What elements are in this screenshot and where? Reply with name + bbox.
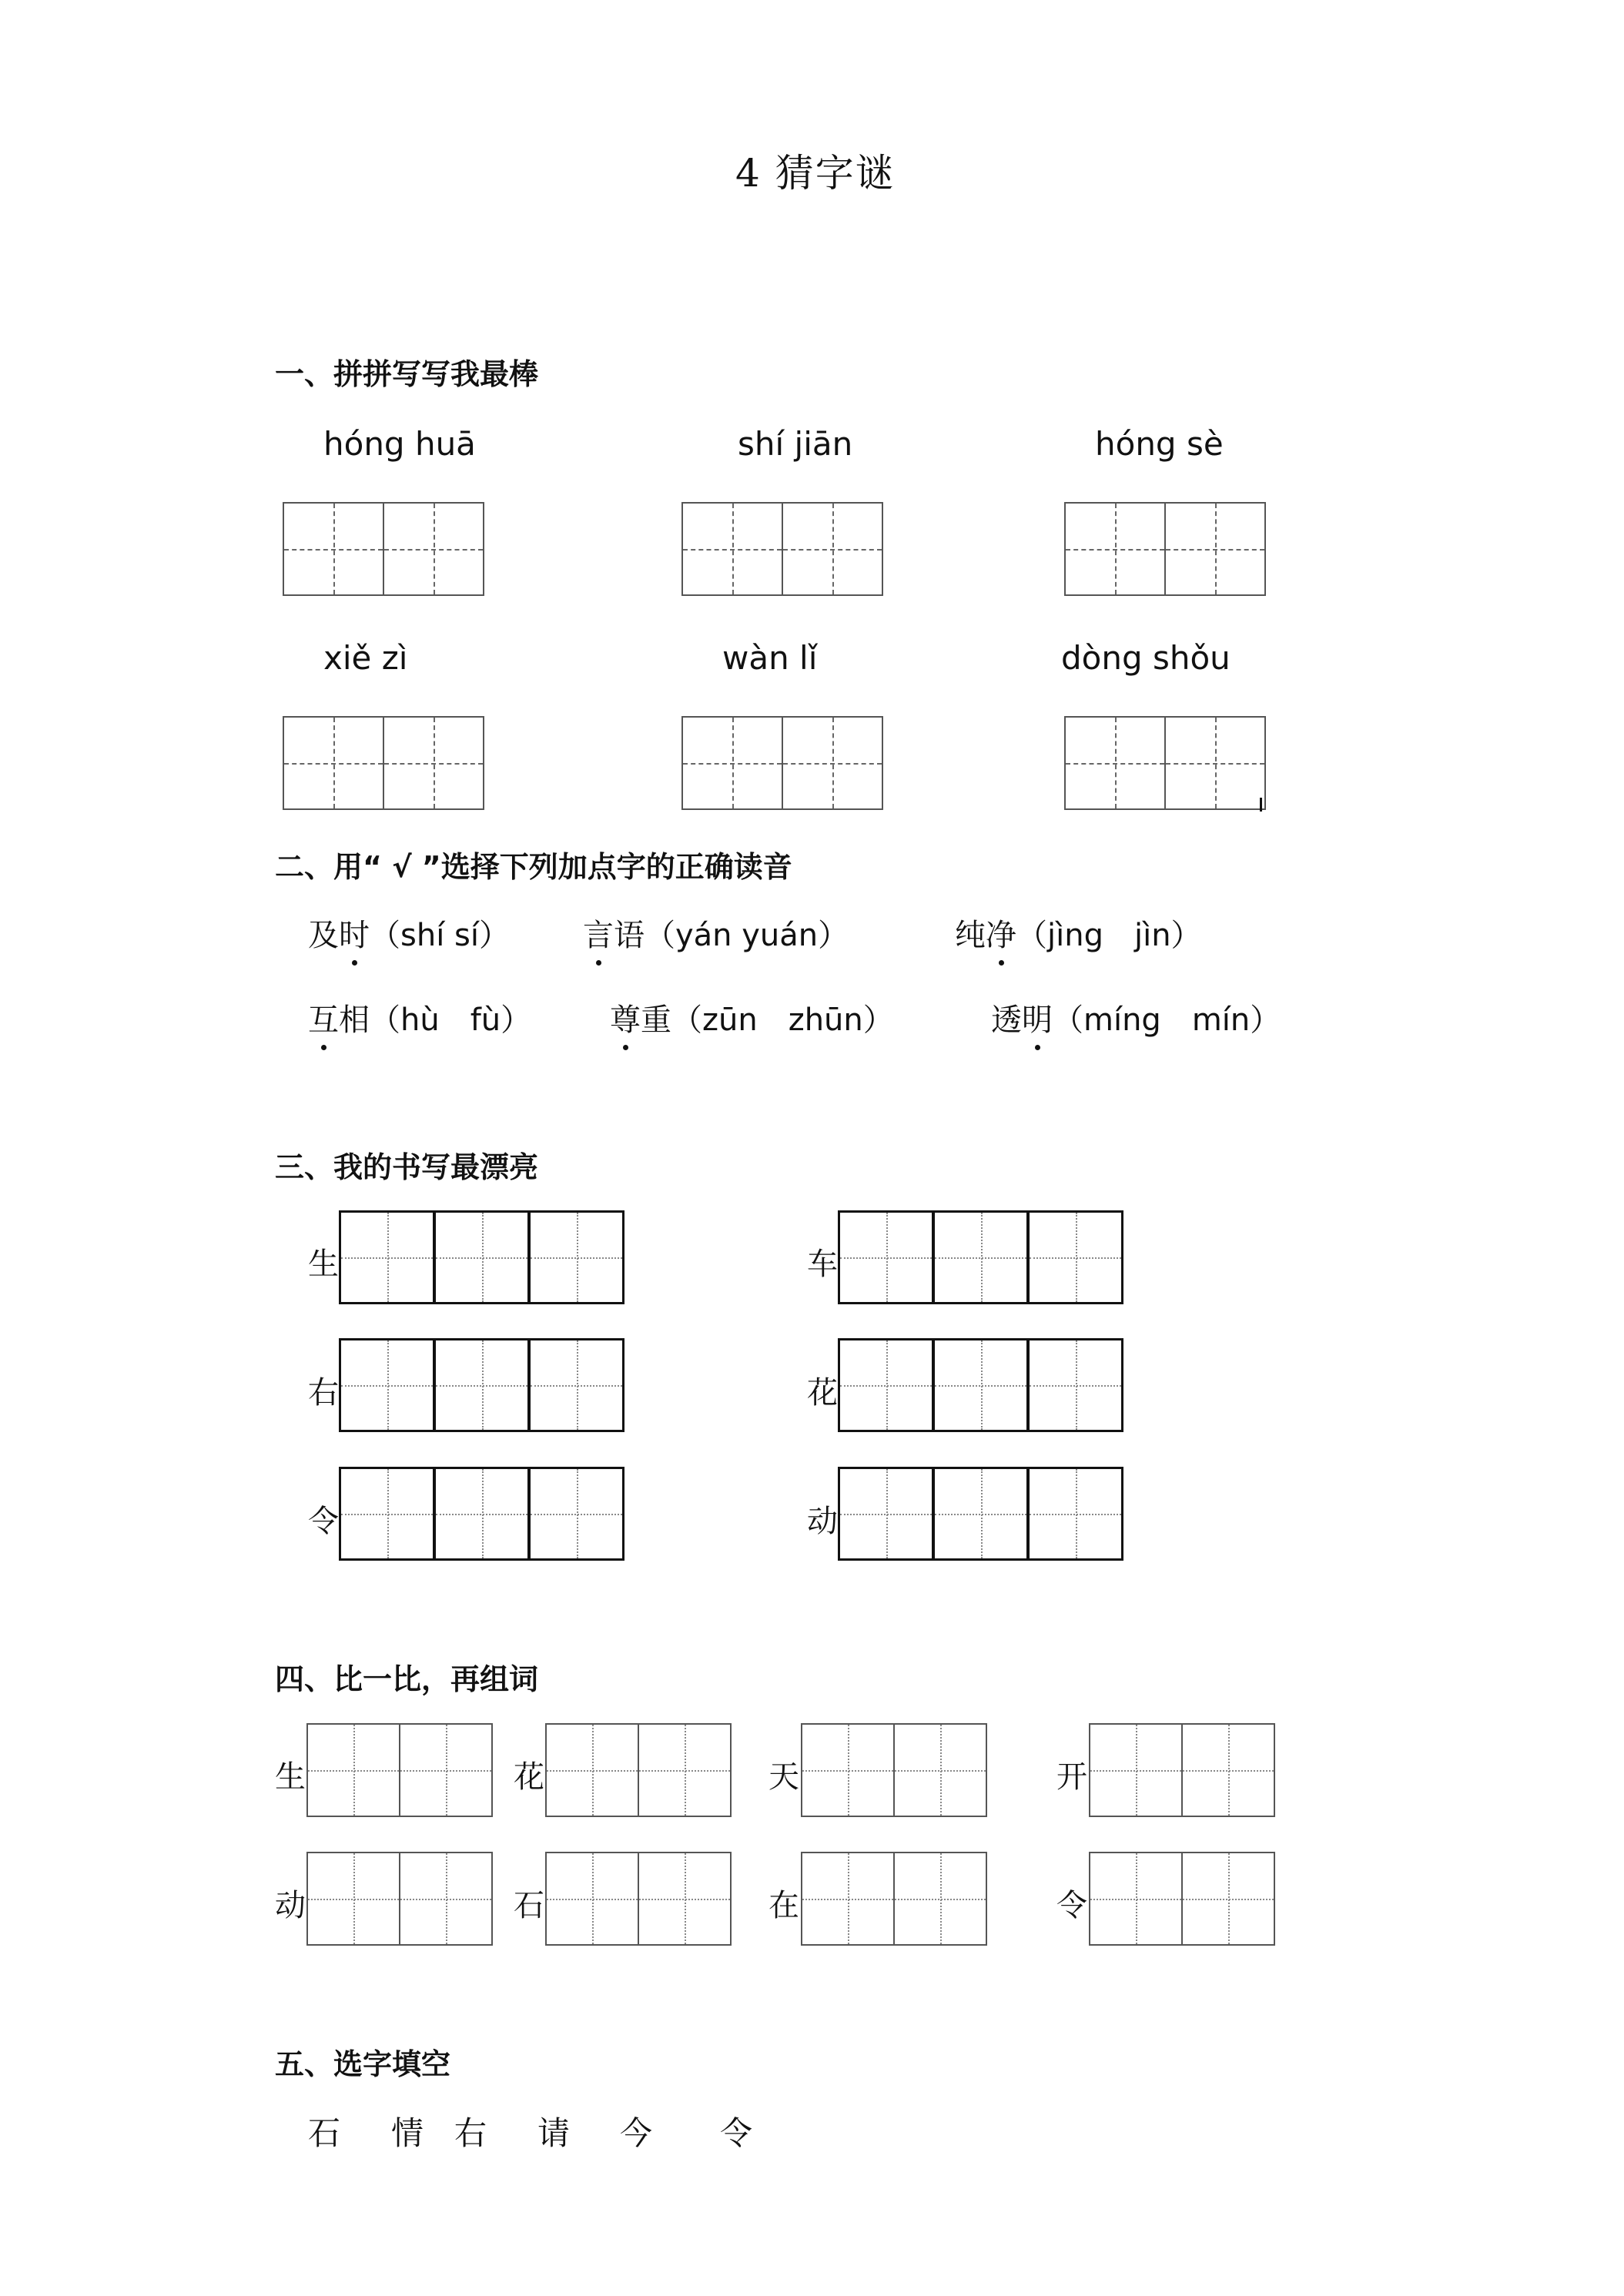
reading-options[interactable]: （zūn zhūn） <box>671 1002 894 1038</box>
practice-cell[interactable] <box>838 1210 934 1304</box>
compare-cell[interactable] <box>306 1852 400 1946</box>
compare-cell[interactable] <box>893 1852 987 1946</box>
compare-grid[interactable] <box>545 1723 732 1817</box>
pinyin-label: hóng sè <box>1095 425 1224 463</box>
practice-cell[interactable] <box>838 1467 934 1561</box>
compare-cell[interactable] <box>306 1723 400 1817</box>
writing-cell[interactable] <box>782 716 883 810</box>
practice-grid[interactable] <box>838 1467 1123 1561</box>
writing-grid[interactable] <box>681 502 883 596</box>
word-choice: 请 <box>537 2114 571 2152</box>
stray-mark <box>1260 798 1262 812</box>
practice-grid[interactable] <box>339 1467 624 1561</box>
page-title: 4 猜字谜 <box>735 151 896 196</box>
reading-options[interactable]: （hù fù） <box>370 1002 532 1038</box>
writing-cell[interactable] <box>1164 716 1266 810</box>
reading-item <box>955 911 1202 955</box>
pinyin-label: wàn lǐ <box>722 639 818 677</box>
compare-grid[interactable] <box>1089 1852 1275 1946</box>
practice-cell[interactable] <box>528 1338 624 1432</box>
compare-char: 令 <box>1056 1888 1087 1923</box>
practice-cell[interactable] <box>434 1467 530 1561</box>
practice-cell[interactable] <box>528 1467 624 1561</box>
compare-cell[interactable] <box>399 1723 493 1817</box>
compare-cell[interactable] <box>1181 1852 1275 1946</box>
reading-options[interactable]: （míng mín） <box>1053 1002 1281 1038</box>
reading-options[interactable]: （yán yuán） <box>645 918 849 953</box>
pinyin-label: xiě zì <box>323 639 408 677</box>
compare-char: 天 <box>768 1759 799 1795</box>
practice-cell[interactable] <box>434 1338 530 1432</box>
practice-grid[interactable] <box>838 1210 1123 1304</box>
practice-cell[interactable] <box>933 1210 1029 1304</box>
compare-grid[interactable] <box>801 1723 987 1817</box>
section-3-heading: 三、我的书写最漂亮 <box>275 1150 539 1184</box>
compare-cell[interactable] <box>399 1852 493 1946</box>
compare-cell[interactable] <box>545 1723 639 1817</box>
writing-cell[interactable] <box>283 716 384 810</box>
practice-cell[interactable] <box>1027 1210 1123 1304</box>
compare-cell[interactable] <box>545 1852 639 1946</box>
word-choice: 石 <box>308 2114 341 2152</box>
compare-cell[interactable] <box>1089 1852 1183 1946</box>
word-char: 及 <box>308 918 339 953</box>
writing-cell[interactable] <box>1064 716 1166 810</box>
compare-grid[interactable] <box>306 1723 493 1817</box>
compare-grid[interactable] <box>306 1852 493 1946</box>
reading-item <box>991 996 1281 1039</box>
word-choice: 情 <box>391 2114 424 2152</box>
word-choice: 令 <box>720 2114 753 2152</box>
writing-grid[interactable] <box>1064 716 1266 810</box>
writing-cell[interactable] <box>681 502 783 596</box>
prompt-char: 生 <box>308 1247 339 1282</box>
prompt-char: 右 <box>308 1375 339 1411</box>
writing-grid[interactable] <box>1064 502 1266 596</box>
dotted-char: 互 <box>308 996 339 1039</box>
dotted-char: 净 <box>986 911 1016 955</box>
compare-cell[interactable] <box>1181 1723 1275 1817</box>
compare-char: 石 <box>514 1888 544 1923</box>
dotted-char: 时 <box>339 911 370 955</box>
practice-grid[interactable] <box>339 1338 624 1432</box>
word-char: 重 <box>641 1002 671 1038</box>
section-4-heading: 四、比一比，再组词 <box>275 1662 539 1696</box>
writing-grid[interactable] <box>681 716 883 810</box>
compare-char: 在 <box>768 1888 799 1923</box>
word-choice: 今 <box>620 2114 653 2152</box>
compare-char: 花 <box>514 1759 544 1795</box>
word-choice: 右 <box>454 2114 487 2152</box>
reading-item <box>610 996 894 1039</box>
compare-cell[interactable] <box>801 1852 895 1946</box>
dotted-char: 明 <box>1022 996 1053 1039</box>
section-5-heading: 五、选字填空 <box>275 2047 451 2081</box>
writing-cell[interactable] <box>283 502 384 596</box>
writing-cell[interactable] <box>1064 502 1166 596</box>
compare-cell[interactable] <box>638 1723 732 1817</box>
section-2-heading: 二、用“ √ ”选择下列加点字的正确读音 <box>275 850 792 884</box>
reading-options[interactable]: （jìng jìn） <box>1016 918 1202 953</box>
reading-item <box>308 996 531 1039</box>
reading-item <box>308 911 510 955</box>
prompt-char: 动 <box>807 1504 838 1539</box>
compare-grid[interactable] <box>545 1852 732 1946</box>
compare-grid[interactable] <box>1089 1723 1275 1817</box>
practice-grid[interactable] <box>838 1338 1123 1432</box>
prompt-char: 花 <box>807 1375 838 1411</box>
dotted-char: 尊 <box>610 996 641 1039</box>
compare-char: 开 <box>1056 1759 1087 1795</box>
practice-cell[interactable] <box>339 1338 435 1432</box>
practice-cell[interactable] <box>528 1210 624 1304</box>
compare-cell[interactable] <box>801 1723 895 1817</box>
compare-cell[interactable] <box>1089 1723 1183 1817</box>
compare-char: 生 <box>275 1759 306 1795</box>
word-char: 透 <box>991 1002 1022 1038</box>
compare-cell[interactable] <box>638 1852 732 1946</box>
writing-cell[interactable] <box>782 502 883 596</box>
writing-grid[interactable] <box>283 716 484 810</box>
writing-cell[interactable] <box>383 716 484 810</box>
practice-cell[interactable] <box>434 1210 530 1304</box>
word-char: 语 <box>614 918 645 953</box>
practice-cell[interactable] <box>1027 1338 1123 1432</box>
reading-item <box>583 911 849 955</box>
prompt-char: 令 <box>308 1504 339 1539</box>
compare-char: 动 <box>275 1888 306 1923</box>
practice-grid[interactable] <box>339 1210 624 1304</box>
prompt-char: 车 <box>807 1247 838 1282</box>
compare-grid[interactable] <box>801 1852 987 1946</box>
practice-cell[interactable] <box>1027 1467 1123 1561</box>
practice-cell[interactable] <box>339 1467 435 1561</box>
word-char: 纯 <box>955 918 986 953</box>
writing-cell[interactable] <box>681 716 783 810</box>
reading-options[interactable]: （shí sí） <box>370 918 510 953</box>
practice-cell[interactable] <box>933 1467 1029 1561</box>
pinyin-label: shí jiān <box>738 425 853 463</box>
section-1-heading: 一、拼拼写写我最棒 <box>275 357 539 391</box>
dotted-char: 言 <box>583 911 614 955</box>
practice-cell[interactable] <box>933 1338 1029 1432</box>
writing-cell[interactable] <box>1164 502 1266 596</box>
writing-grid[interactable] <box>283 502 484 596</box>
writing-cell[interactable] <box>383 502 484 596</box>
word-char: 相 <box>339 1002 370 1038</box>
pinyin-label: hóng huā <box>323 425 476 463</box>
practice-cell[interactable] <box>339 1210 435 1304</box>
compare-cell[interactable] <box>893 1723 987 1817</box>
practice-cell[interactable] <box>838 1338 934 1432</box>
pinyin-label: dòng shǒu <box>1061 639 1231 677</box>
